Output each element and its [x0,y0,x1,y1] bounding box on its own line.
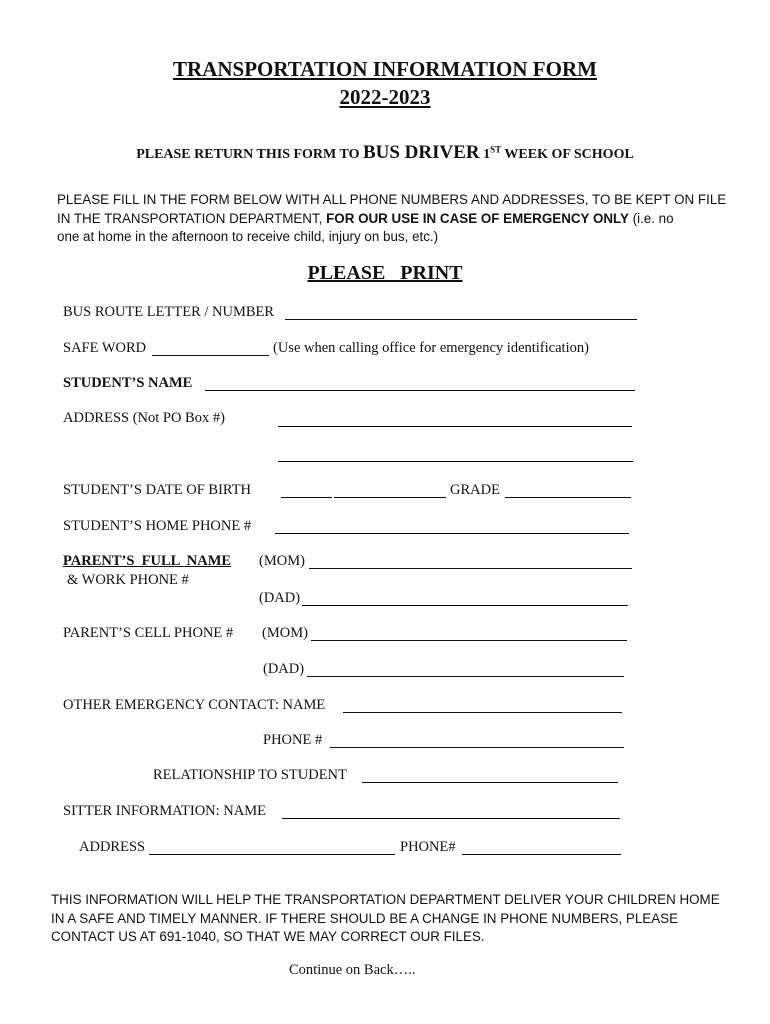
other-contact-phone-field[interactable] [330,746,624,748]
sitter-name-field[interactable] [282,817,620,819]
parent-mom-field[interactable] [309,567,632,569]
parent-dad-label: (DAD) [259,590,301,606]
student-name-field[interactable] [205,389,635,391]
home-phone-label: STUDENT’S HOME PHONE # [63,518,252,534]
cell-dad-label: (DAD) [263,661,305,677]
work-phone-label: & WORK PHONE # [67,572,189,588]
other-contact-label: OTHER EMERGENCY CONTACT: NAME [63,697,326,713]
sitter-label: SITTER INFORMATION: NAME [63,803,266,819]
intro-paragraph: PLEASE FILL IN THE FORM BELOW WITH ALL PHONE NUMBERS AND ADDRESSES, TO BE KEPT ON FILE IN THE TRANSPORTATION DEPARTMENT, FOR OUR USE IN CASE OF EMERGENCY ONLY (i.e. no one at home in the afternoon to receive child, injury on bus, etc.) [57,192,727,244]
student-name-label: STUDENT’S NAME [63,375,193,391]
relationship-label: RELATIONSHIP TO STUDENT [153,767,347,783]
cell-phone-label: PARENT’S CELL PHONE # [63,625,234,641]
safe-word-field[interactable] [152,354,269,356]
continue-on-back: Continue on Back….. [289,962,416,978]
home-phone-field[interactable] [275,532,629,534]
address-field-line1[interactable] [278,425,632,427]
form-year: 2022-2023 [339,85,431,109]
safe-word-note: (Use when calling office for emergency identification) [273,340,589,356]
footer-paragraph: THIS INFORMATION WILL HELP THE TRANSPORTATION DEPARTMENT DELIVER YOUR CHILDREN HOME IN A SAFE AND TIMELY MANNER. IF THERE SHOULD BE A CHANGE IN PHONE NUMBERS, PLEASE CONTACT US AT 691-1040, SO THAT WE MAY CORRECT OUR FILES. [51,892,720,944]
sitter-address-field[interactable] [149,853,395,855]
address-label: ADDRESS (Not PO Box #) [63,410,225,426]
bus-driver-text: BUS DRIVER [362,142,480,163]
cell-mom-field[interactable] [311,639,627,641]
sitter-phone-label: PHONE# [400,839,456,855]
other-contact-phone-label: PHONE # [263,732,323,748]
parent-mom-label: (MOM) [259,553,305,569]
other-contact-name-field[interactable] [343,711,622,713]
parent-full-name-label: PARENT’S FULL NAME [63,553,232,569]
bus-route-field[interactable] [285,318,637,320]
return-notice: PLEASE RETURN THIS FORM TO BUS DRIVER 1ST WEEK OF SCHOOL [136,142,634,163]
grade-label: GRADE [450,482,500,498]
safe-word-label: SAFE WORD [63,340,147,356]
address-field-line2[interactable] [278,460,633,462]
relationship-field[interactable] [362,781,618,783]
cell-dad-field[interactable] [307,675,624,677]
form-title: TRANSPORTATION INFORMATION FORM [173,57,597,81]
dob-field-part2[interactable] [334,496,446,498]
parent-dad-field[interactable] [302,604,628,606]
cell-mom-label: (MOM) [262,625,308,641]
grade-field[interactable] [505,496,631,498]
dob-field-part1[interactable] [281,496,332,498]
please-print-heading: PLEASE PRINT [307,262,463,284]
sitter-address-label: ADDRESS [79,839,146,855]
sitter-phone-field[interactable] [462,853,621,855]
dob-label: STUDENT’S DATE OF BIRTH [63,482,252,498]
bus-route-label: BUS ROUTE LETTER / NUMBER [63,304,275,320]
